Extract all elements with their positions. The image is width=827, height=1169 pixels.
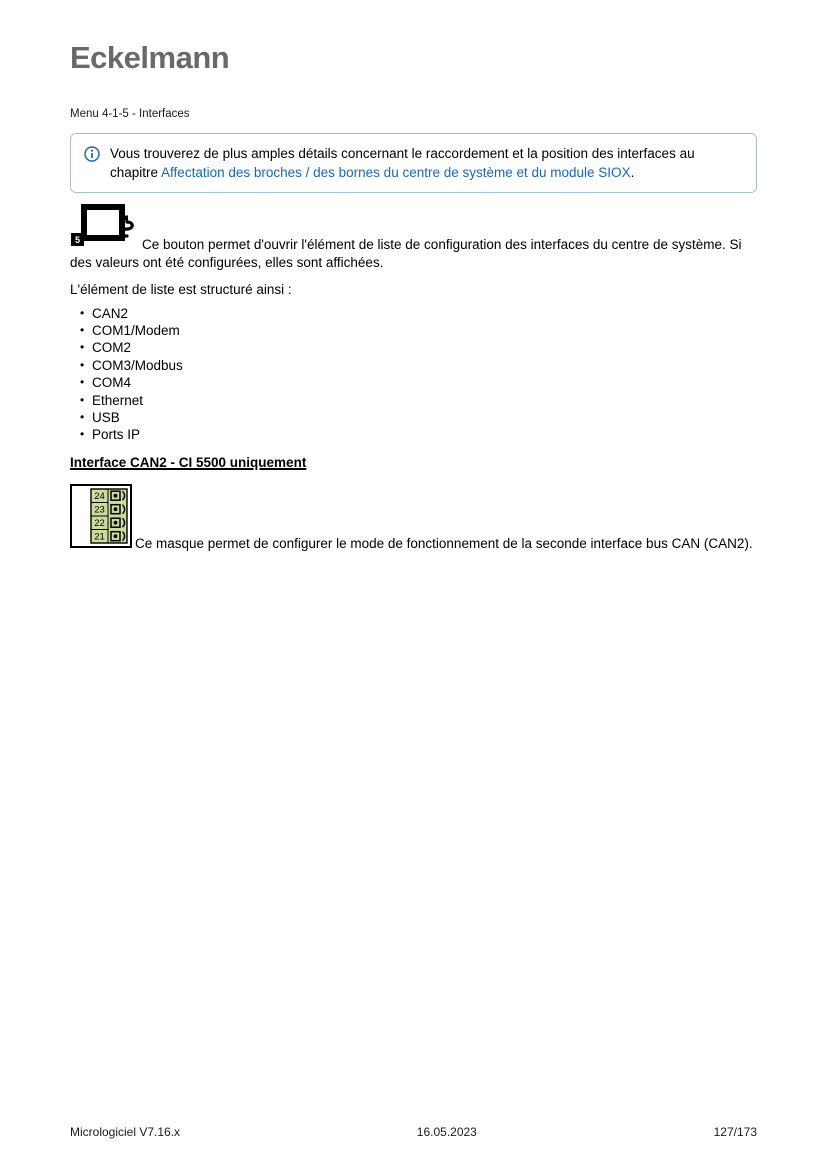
breadcrumb: Menu 4-1-5 - Interfaces [70,108,190,120]
config-button-icon [70,203,134,249]
list-item: • Ethernet [70,392,757,409]
chapter-link[interactable]: Affectation des broches / des bornes du centre de système et du module SIOX [161,165,631,180]
button-description-text: Ce bouton permet d'ouvrir l'élément de liste de configuration des interfaces du centre de système. Si des valeurs ont été configurées, elles sont affichées. [70,237,742,270]
button-badge: 5 [74,235,81,245]
list-item: • COM3/Modbus [70,357,757,374]
can2-description-text: Ce masque permet de configurer le mode de fonctionnement de la seconde interface bus CAN (CAN2). [135,536,753,552]
footer-page-number: 127/173 [713,1125,757,1139]
can2-description [70,484,757,553]
list-intro: L'élément de liste est structuré ainsi : [70,282,292,297]
info-text-before: Vous trouverez de plus amples détails concernant le raccordement et la position des interfaces au chapitre [110,146,695,180]
list-item: • Ports IP [70,426,757,443]
list-item: • COM2 [70,339,757,356]
info-text [110,144,743,182]
info-icon [84,146,100,167]
section-heading-can2: Interface CAN2 - CI 5500 uniquement [70,454,307,470]
page-footer [70,1125,757,1139]
logo-eckelmann: Eckelmann [70,40,230,75]
footer-date: 16.05.2023 [416,1125,477,1139]
interface-list [70,305,757,444]
list-item: • CAN2 [70,305,757,322]
button-description [70,203,757,271]
pin-label: 22 [94,518,105,530]
pin-label: 21 [94,531,105,543]
pin-label: 23 [94,504,105,516]
list-item: • COM1/Modem [70,322,757,339]
can2-connector-image [70,484,132,548]
pin-label: 24 [94,491,105,503]
list-item: • USB [70,409,757,426]
footer-firmware: Micrologiciel V7.16.x [70,1125,181,1139]
info-box [70,133,757,193]
list-item: • COM4 [70,374,757,391]
info-text-after: . [630,165,635,180]
